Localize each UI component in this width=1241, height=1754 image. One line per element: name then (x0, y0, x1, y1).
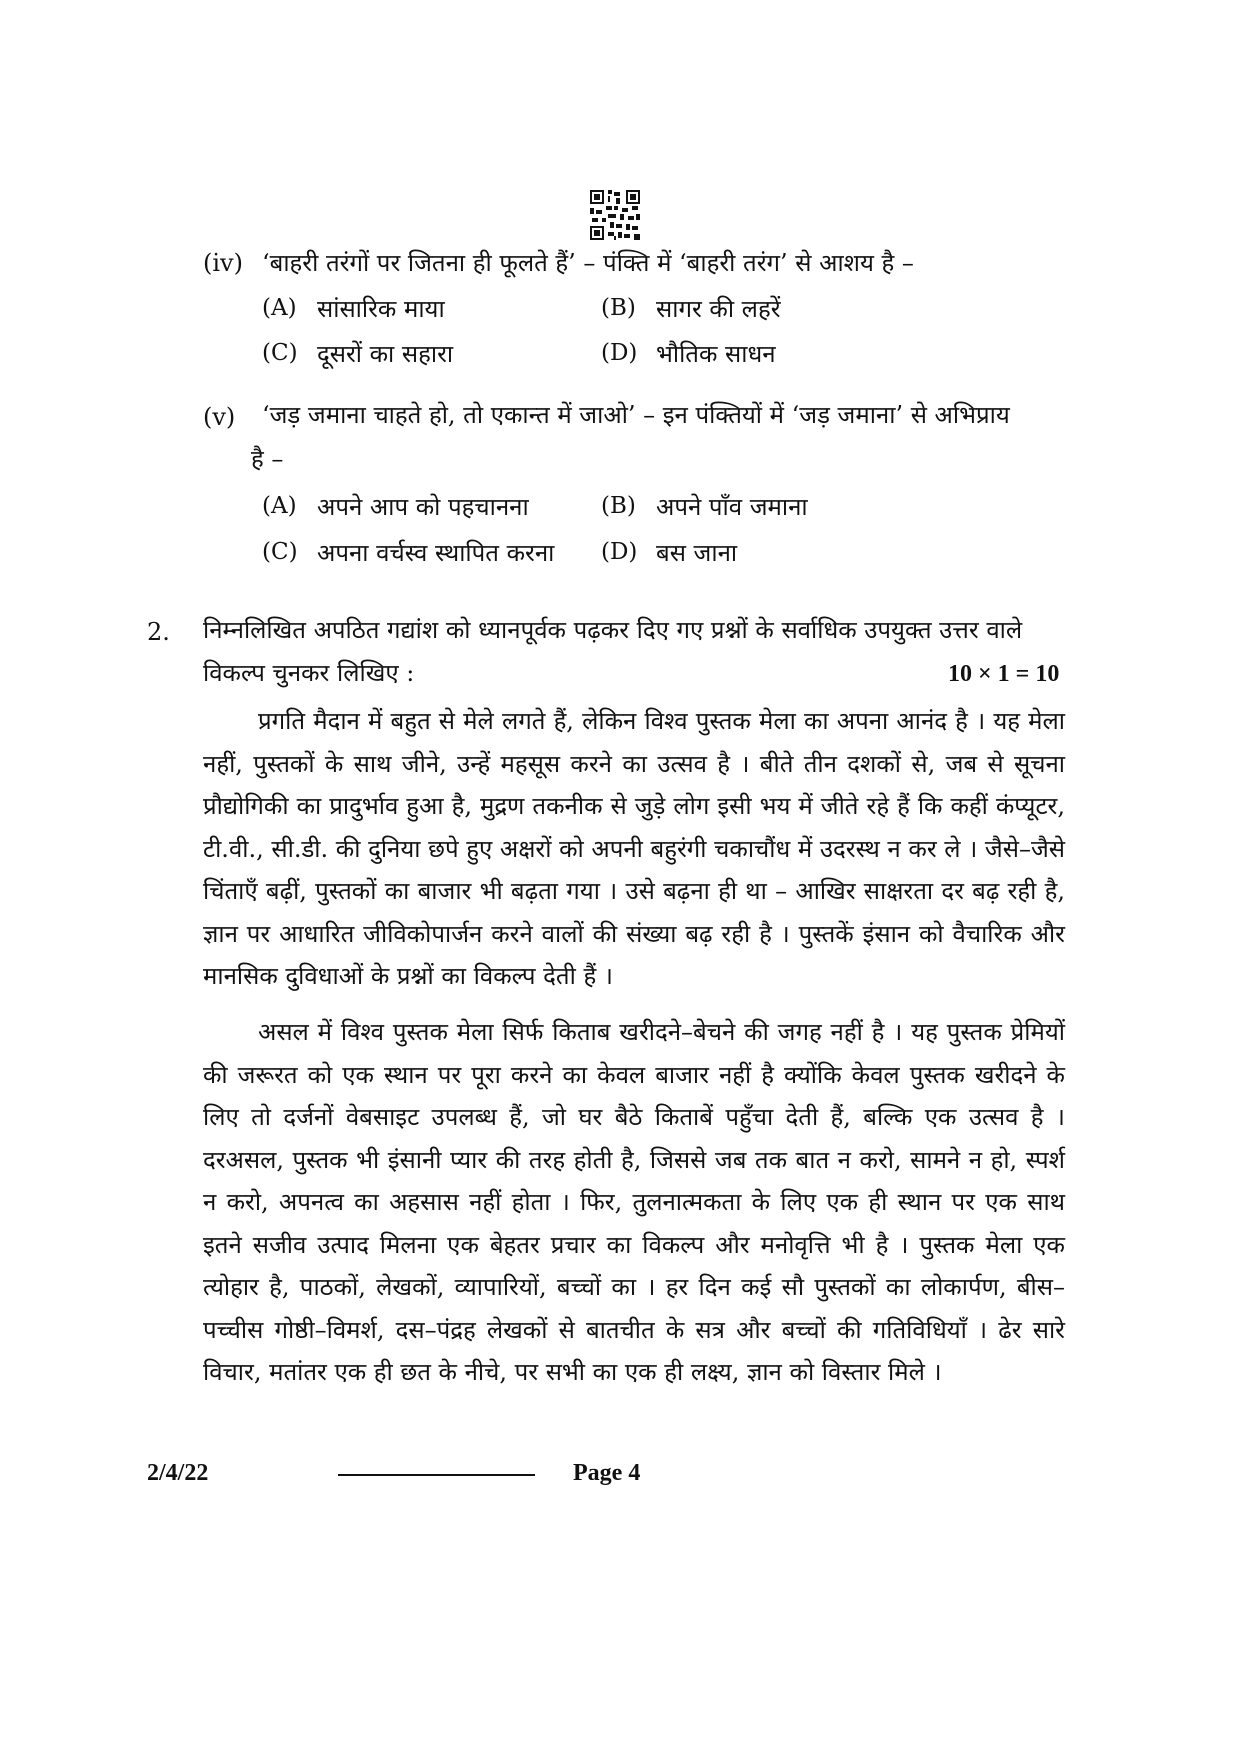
option-text-v-c: अपना वर्चस्व स्थापित करना (317, 539, 555, 567)
marks-allocation: 10 × 1 = 10 (948, 661, 1060, 687)
option-text-v-b: अपने पाँव जमाना (656, 493, 808, 521)
qr-code (590, 190, 640, 240)
footer-paper-code: 2/4/22 (147, 1460, 209, 1486)
question-2-instruction-line1: निम्नलिखित अपठित गद्यांश को ध्यानपूर्वक पढ़कर दिए गए प्रश्नों के सर्वाधिक उपयुक्त उत्तर वाले (203, 616, 1023, 644)
option-text-iv-d: भौतिक साधन (656, 340, 776, 368)
passage-paragraph-1-text: प्रगति मैदान में बहुत से मेले लगते हैं, लेकिन विश्व पुस्तक मेला का अपना आनंद है । यह मेला नहीं, पुस्तकों के साथ जीने, उन्हें महसूस करने का उत्सव है । बीते तीन दशकों से, जब से सूचना प्रौद्योगिकी का प्रादुर्भाव हुआ है, मुद्रण तकनीक से जुड़े लोग इसी भय में जीते रहे हैं कि कहीं कंप्यूटर, टी.वी., सी.डी. की दुनिया छपे हुए अक्षरों को अपनी बहुरंगी चकाचौंध में उदरस्थ न कर ले । जैसे–जैसे चिंताएँ बढ़ीं, पुस्तकों का बाजार भी बढ़ता गया । उसे बढ़ना ही था – आखिर साक्षरता दर बढ़ रही है, ज्ञान पर आधारित जीविकोपार्जन करने वालों की संख्या बढ़ रही है । पुस्तकें इंसान को वैचारिक और मानसिक दुविधाओं के प्रश्नों का विकल्प देती हैं । (203, 707, 1065, 990)
option-letter-v-b: (B) (601, 493, 636, 519)
question-text-v-line1: ‘जड़ जमाना चाहते हो, तो एकान्त में जाओ’ – इन पंक्तियों में ‘जड़ जमाना’ से अभिप्राय (262, 401, 1010, 429)
option-letter-v-a: (A) (262, 493, 297, 519)
option-text-v-a: अपने आप को पहचानना (317, 493, 529, 521)
footer-page-number: Page 4 (573, 1460, 641, 1486)
passage-paragraph-2 (203, 1011, 1065, 1394)
option-letter-iv-b: (B) (601, 295, 636, 321)
option-letter-iv-a: (A) (262, 295, 297, 321)
option-letter-iv-c: (C) (262, 340, 298, 366)
passage-paragraph-1 (203, 700, 1065, 998)
option-letter-iv-d: (D) (601, 340, 638, 366)
question-text-v-line2: है – (251, 445, 284, 473)
option-text-iv-c: दूसरों का सहारा (317, 340, 454, 368)
passage-paragraph-2-text: असल में विश्व पुस्तक मेला सिर्फ किताब खरीदने–बेचने की जगह नहीं है । यह पुस्तक प्रेमियों की जरूरत को एक स्थान पर पूरा करने का केवल बाजार नहीं है क्योंकि केवल पुस्तक खरीदने के लिए तो दर्जनों वेबसाइट उपलब्ध हैं, जो घर बैठे किताबें पहुँचा देती हैं, बल्कि एक उत्सव है । दरअसल, पुस्तक भी इंसानी प्यार की तरह होती है, जिससे जब तक बात न करो, सामने न हो, स्पर्श न करो, अपनत्व का अहसास नहीं होता । फिर, तुलनात्मकता के लिए एक ही स्थान पर एक साथ इतने सजीव उत्पाद मिलना एक बेहतर प्रचार का विकल्प और मनोवृत्ति भी है । पुस्तक मेला एक त्योहार है, पाठकों, लेखकों, व्यापारियों, बच्चों का । हर दिन कई सौ पुस्तकों का लोकार्पण, बीस–पच्चीस गोष्ठी–विमर्श, दस–पंद्रह लेखकों से बातचीत के सत्र और बच्चों की गतिविधियाँ । ढेर सारे विचार, मतांतर एक ही छत के नीचे, पर सभी का एक ही लक्ष्य, ज्ञान को विस्तार मिले । (203, 1018, 1065, 1386)
option-text-v-d: बस जाना (656, 539, 738, 567)
question-number-v: (v) (203, 403, 236, 431)
question-2-instruction-line2: विकल्प चुनकर लिखिए : (203, 659, 415, 687)
option-text-iv-a: सांसारिक माया (317, 295, 445, 323)
footer-divider (338, 1474, 535, 1476)
option-letter-v-d: (D) (601, 539, 638, 565)
option-letter-v-c: (C) (262, 539, 298, 565)
question-text-iv: ‘बाहरी तरंगों पर जितना ही फूलते हैं’ – पंक्ति में ‘बाहरी तरंग’ से आशय है – (262, 249, 914, 277)
question-number-iv: (iv) (203, 249, 243, 277)
option-text-iv-b: सागर की लहरें (656, 295, 781, 323)
question-number-2: 2. (147, 618, 170, 646)
